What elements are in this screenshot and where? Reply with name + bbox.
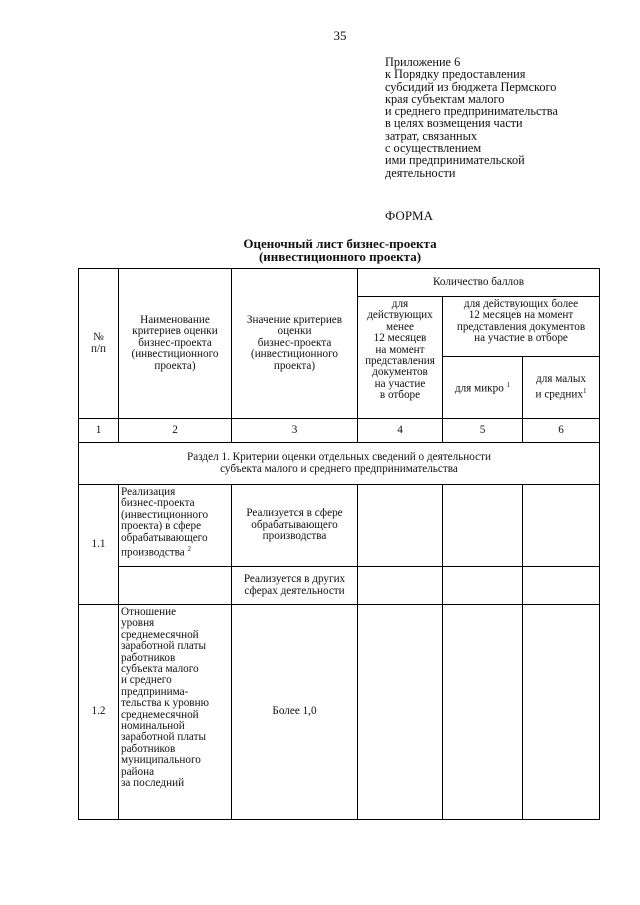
- footnote-mark: 1: [582, 386, 587, 395]
- header-small-medium-label: для малых и средних: [535, 373, 586, 401]
- appendix-line: к Порядку предоставления: [385, 67, 526, 82]
- header-criteria-name: Наименование критериев оценки бизнес-проекта (инвестиционного проекта): [119, 269, 232, 419]
- points-cell: [523, 485, 600, 567]
- column-number: 3: [232, 419, 358, 443]
- points-cell: [523, 605, 600, 820]
- appendix-line: края субъектам малого: [385, 91, 505, 106]
- criteria-name: Отношение уровня среднемесячной заработной платы работников субъекта малого и среднего предпринима- тельства к уровню среднемесячной номинальной заработной платы работников муниципального района за последний: [119, 605, 232, 820]
- section-header: Раздел 1. Критерии оценки отдельных сведений о деятельности субъекта малого и среднего предпринимательства: [79, 443, 600, 485]
- document-title: [0, 237, 640, 263]
- criteria-name-cell: [119, 567, 232, 605]
- appendix-line: ими предпринимательской: [385, 153, 525, 168]
- appendix-line: деятельности: [385, 165, 456, 180]
- page-number: 35: [333, 28, 347, 43]
- appendix-line: с осуществлением: [385, 141, 482, 156]
- appendix-line: Приложение 6: [385, 55, 461, 69]
- header-new-business: для действующих менее 12 месяцев на момент представления документов на участие в отборе: [358, 297, 443, 419]
- column-number: 6: [523, 419, 600, 443]
- title-line: Оценочный лист бизнес-проекта: [243, 236, 437, 251]
- criteria-name: Реализация бизнес-проекта (инвестиционного проекта) в сфере обрабатывающего производства: [121, 486, 209, 559]
- column-number: 5: [443, 419, 523, 443]
- appendix-header: [385, 56, 625, 179]
- column-number: 1: [79, 419, 119, 443]
- header-existing-business: для действующих более 12 месяцев на момент представления документов на участие в отборе: [443, 297, 600, 357]
- row-number: 1.1: [79, 485, 119, 605]
- points-cell: [358, 485, 443, 567]
- points-cell: [358, 567, 443, 605]
- row-number: 1.2: [79, 605, 119, 820]
- header-points: Количество баллов: [358, 269, 600, 297]
- points-cell: [443, 485, 523, 567]
- footnote-mark: 1: [506, 380, 511, 389]
- appendix-line: затрат, связанных: [385, 128, 478, 143]
- criteria-value: Более 1,0: [232, 605, 358, 820]
- form-label: ФОРМА: [385, 208, 433, 223]
- header-micro-label: для микро: [454, 382, 504, 395]
- points-cell: [523, 567, 600, 605]
- appendix-line: субсидий из бюджета Пермского: [385, 79, 557, 94]
- column-number: 4: [358, 419, 443, 443]
- appendix-line: в целях возмещения части: [385, 116, 523, 131]
- criteria-value: Реализуется в других сферах деятельности: [232, 567, 358, 605]
- footnote-mark: 2: [187, 545, 192, 554]
- evaluation-table: [78, 268, 600, 820]
- column-number: 2: [119, 419, 232, 443]
- title-line: (инвестиционного проекта): [258, 249, 422, 264]
- header-criteria-value: Значение критериев оценки бизнес-проекта (инвестиционного проекта): [232, 269, 358, 419]
- header-small-medium: [523, 357, 600, 419]
- header-micro: [443, 357, 523, 419]
- header-number: № п/п: [79, 269, 119, 419]
- points-cell: [443, 567, 523, 605]
- points-cell: [443, 605, 523, 820]
- criteria-value: Реализуется в сфере обрабатывающего производства: [232, 485, 358, 567]
- points-cell: [358, 605, 443, 820]
- appendix-line: и среднего предпринимательства: [385, 104, 558, 119]
- criteria-name-cell: [119, 485, 232, 567]
